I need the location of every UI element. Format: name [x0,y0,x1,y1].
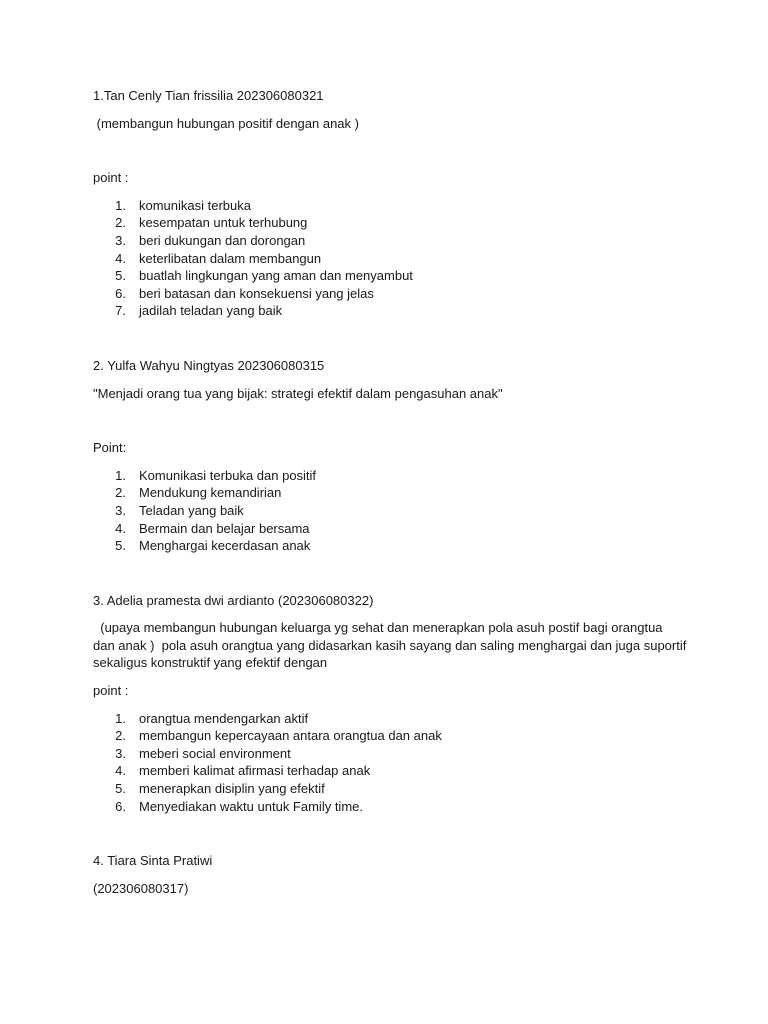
section-3-points-list [93,710,708,816]
list-item: 3. meberi social environment [115,745,291,761]
section-2-point-label: Point: [93,440,127,456]
list-item: 4. keterlibatan dalam membangun [115,250,322,266]
list-item: 1. komunikasi terbuka [115,197,251,213]
section-3-subtitle-line-1: (upaya membangun hubungan keluarga yg sehat dan menerapkan pola asuh postif bagi orangtua [93,620,663,636]
list-item: 5. menerapkan disiplin yang efektif [115,781,325,797]
list-item: 1. orangtua mendengarkan aktif [115,710,309,726]
list-item: 3. Teladan yang baik [115,502,244,518]
section-1-subtitle: (membangun hubungan positif dengan anak ) [93,115,359,131]
section-1-heading: 1.Tan Cenly Tian frissilia 202306080321 [93,88,324,103]
list-item: 5. Menghargai kecerdasan anak [115,538,311,554]
list-item: 2. Mendukung kemandirian [115,485,282,501]
list-item: 6. beri batasan dan konsekuensi yang jelas [115,285,374,301]
section-2-points-list [93,467,708,555]
list-item: 4. Bermain dan belajar bersama [115,520,310,536]
section-1-point-label: point : [93,170,129,186]
list-item: 1. Komunikasi terbuka dan positif [115,467,317,483]
section-4-heading: 4. Tiara Sinta Pratiwi [93,853,213,869]
list-item: 6. Menyediakan waktu untuk Family time. [115,798,363,814]
section-2-subtitle: "Menjadi orang tua yang bijak: strategi efektif dalam pengasuhan anak" [93,385,503,401]
list-item: 5. buatlah lingkungan yang aman dan menyambut [115,268,413,284]
list-item: 2. kesempatan untuk terhubung [115,215,308,231]
list-item: 2. membangun kepercayaan antara orangtua dan anak [115,728,442,744]
list-item: 7. jadilah teladan yang baik [115,303,283,319]
section-3-subtitle-line-3: sekaligus konstruktif yang efektif dengan [93,655,328,671]
section-3-heading: 3. Adelia pramesta dwi ardianto (202306080322) [93,592,374,608]
section-3-subtitle-line-2: dan anak ) pola asuh orangtua yang didasarkan kasih sayang dan saling menghargai dan juga suportif [93,637,687,653]
section-1-points-list [93,197,708,320]
section-2-heading: 2. Yulfa Wahyu Ningtyas 202306080315 [93,357,325,373]
list-item: 3. beri dukungan dan dorongan [115,232,306,248]
section-4-subtitle: (202306080317) [93,880,189,896]
section-3-point-label: point : [93,683,129,699]
list-item: 4. memberi kalimat afirmasi terhadap anak [115,763,371,779]
